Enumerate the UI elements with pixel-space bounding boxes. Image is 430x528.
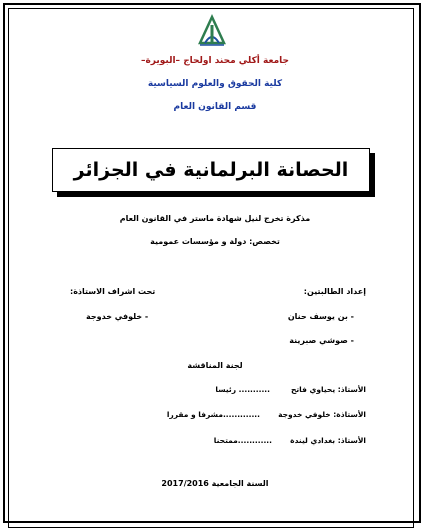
student-name: - بن يوسف حنان [287,312,354,321]
student-name: - صوشي صبرينة [289,336,354,345]
committee-member-role: .............مشرفا و مقررا [166,410,260,419]
specialty: تخصص: دولة و مؤسسات عمومية [150,237,280,246]
title-box [52,148,370,192]
students-heading: إعداد الطالبتين: [303,287,366,296]
committee-member-role: ........... رئيسا [215,385,270,394]
committee-member-name: الأستاذ: يحياوي فاتح [290,385,366,394]
university-name: جامعة أكلي محند اولحاج –البويرة– [140,56,290,66]
supervisor-heading: تحت اشراف الاستاذة: [70,287,156,296]
committee-member-name: الأستاذ: بغدادي ليندة [290,436,366,445]
academic-year: السنة الجامعية 2017/2016 [161,479,269,488]
memo-description: مذكرة تخرج لنيل شهادة ماستر في القانون العام [119,214,311,223]
committee-member-name: الأستاذة: خلوفي خدوجة [278,410,366,419]
department-name: قسم القانون العام [173,102,257,112]
committee-heading: لجنة المناقشة [187,361,243,370]
committee-member-role: ............ممتحنا [213,436,272,445]
faculty-name: كلية الحقوق والعلوم السياسية [147,79,283,89]
supervisor-name: - خلوفي خدوجة [86,312,149,321]
thesis-title: الحصانة البرلمانية في الجزائر [73,159,349,181]
university-logo [196,13,228,49]
